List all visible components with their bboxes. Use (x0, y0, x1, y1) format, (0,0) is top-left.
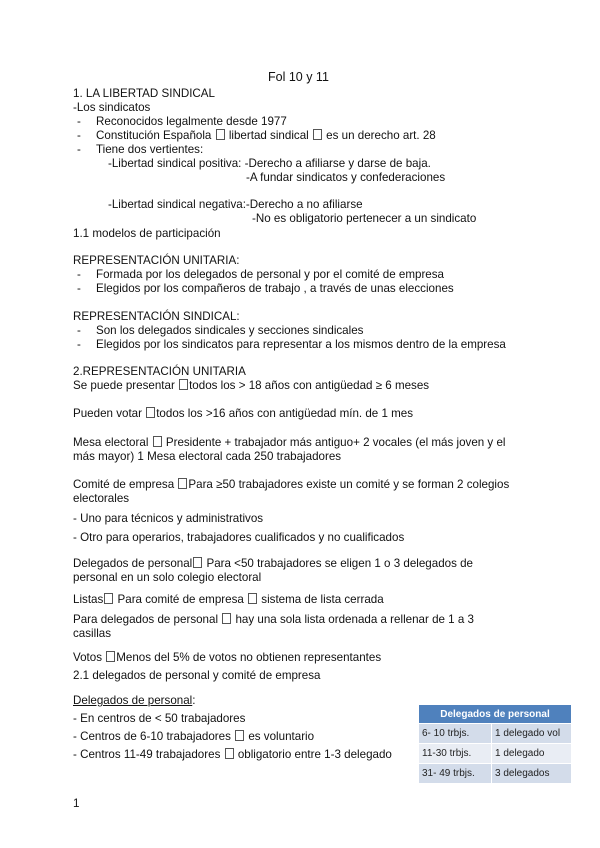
mesa-line2: más mayor) 1 Mesa electoral cada 250 trabajadores (73, 450, 342, 463)
presentar-line (73, 379, 429, 393)
text: Mesa electoral (73, 436, 152, 449)
arrow-glyph-icon (146, 407, 155, 418)
bullet-dash: - (77, 268, 81, 281)
arrow-glyph-icon (193, 557, 202, 568)
arrow-glyph-icon (313, 129, 322, 140)
text: es voluntario (245, 730, 315, 743)
uno-line: - Uno para técnicos y administrativos (73, 512, 264, 525)
table-row (419, 744, 572, 764)
text: Para delegados de personal (73, 613, 222, 626)
arrow-glyph-icon (222, 613, 231, 624)
text: Votos (73, 651, 106, 664)
heading-representacion-sindical: REPRESENTACIÓN SINDICAL: (73, 310, 240, 323)
bullet-dash: - (77, 324, 81, 337)
arrow-glyph-icon (153, 436, 162, 447)
listas-line (73, 593, 384, 607)
bullet-constitucion (96, 129, 436, 143)
para-delegados-line1 (73, 613, 474, 627)
bullet-reconocidos: Reconocidos legalmente desde 1977 (96, 115, 287, 128)
bullet-dash: - (77, 282, 81, 295)
votos-line (73, 651, 381, 665)
page-number: 1 (73, 797, 80, 810)
text: Pueden votar (73, 407, 146, 420)
text: Delegados de personal (73, 694, 193, 707)
text: Listas (73, 593, 104, 606)
text: - Centros 11-49 trabajadores (73, 748, 224, 761)
table-cell-range: 6- 10 trbjs. (419, 724, 492, 744)
arrow-glyph-icon (235, 730, 244, 741)
delegados-personal-heading (73, 694, 195, 708)
table-row (419, 764, 572, 784)
bullet-dash: - (77, 115, 81, 128)
text: Delegados de personal (73, 557, 193, 570)
table-cell-value: 1 delegado vol (492, 724, 572, 744)
table-row (419, 724, 572, 744)
comite-line2: electorales (73, 492, 130, 505)
bullet-vertientes: Tiene dos vertientes: (96, 143, 204, 156)
text: hay una sola lista ordenada a rellenar de 1 a 3 (232, 613, 474, 626)
comite-line1 (73, 478, 509, 492)
text: Se puede presentar (73, 379, 179, 392)
delegados-line1 (73, 557, 473, 571)
arrow-glyph-icon (225, 748, 234, 759)
bullet-dash: - (77, 143, 81, 156)
bullet-dash: - (77, 129, 81, 142)
ru-bullet-2: Elegidos por los compañeros de trabajo , a través de unas elecciones (96, 282, 454, 295)
libertad-positiva-line1: -Libertad sindical positiva: -Derecho a afiliarse y darse de baja. (108, 157, 431, 170)
dp-line-3 (73, 748, 392, 762)
sindicatos-heading: -Los sindicatos (73, 101, 151, 114)
dp-line-1: - En centros de < 50 trabajadores (73, 712, 246, 725)
arrow-glyph-icon (216, 129, 225, 140)
text: libertad sindical (225, 129, 312, 142)
dp-line-2 (73, 730, 314, 744)
heading-modelos: 1.1 modelos de participación (73, 227, 221, 240)
libertad-positiva-line2: -A fundar sindicatos y confederaciones (246, 171, 446, 184)
text: obligatorio entre 1-3 delegado (234, 748, 392, 761)
heading-representacion-unitaria-2: 2.REPRESENTACIÓN UNITARIA (73, 365, 246, 378)
text: Menos del 5% de votos no obtienen representantes (116, 651, 382, 664)
table-cell-range: 11-30 trbjs. (419, 744, 492, 764)
libertad-negativa-line1: -Libertad sindical negativa:-Derecho a no afiliarse (108, 198, 363, 211)
text: Para comité de empresa (114, 593, 248, 606)
heading-delegados-comite: 2.1 delegados de personal y comité de empresa (73, 669, 321, 682)
rs-bullet-1: Son los delegados sindicales y secciones sindicales (96, 324, 364, 337)
ru-bullet-1: Formada por los delegados de personal y por el comité de empresa (96, 268, 445, 281)
delegados-line2: personal en un solo colegio electoral (73, 571, 262, 584)
heading-representacion-unitaria: REPRESENTACIÓN UNITARIA: (73, 254, 240, 267)
text: Para ≥50 trabajadores existe un comité y se forman 2 colegios (188, 478, 510, 491)
text: Comité de empresa (73, 478, 178, 491)
text: todos los >16 años con antigüedad mín. de 1 mes (156, 407, 414, 420)
text: : (192, 694, 196, 707)
votar-line (73, 407, 413, 421)
table-cell-value: 1 delegado (492, 744, 572, 764)
para-delegados-line2: casillas (73, 627, 112, 640)
arrow-glyph-icon (178, 478, 187, 489)
text: es un derecho art. 28 (322, 129, 436, 142)
arrow-glyph-icon (106, 651, 115, 662)
text: todos los > 18 años con antigüedad ≥ 6 meses (189, 379, 430, 392)
delegados-table (418, 704, 572, 784)
rs-bullet-2: Elegidos por los sindicatos para representar a los mismos dentro de la empresa (96, 338, 506, 351)
text: sistema de lista cerrada (258, 593, 384, 606)
text: Presidente + trabajador más antiguo+ 2 vocales (el más joven y el (162, 436, 506, 449)
mesa-line1 (73, 436, 505, 450)
otro-line: - Otro para operarios, trabajadores cualificados y no cualificados (73, 531, 405, 544)
arrow-glyph-icon (179, 379, 188, 390)
table-header: Delegados de personal (419, 705, 572, 724)
libertad-negativa-line2: -No es obligatorio pertenecer a un sindicato (252, 212, 477, 225)
document-title: Fol 10 y 11 (268, 70, 329, 84)
text: Constitución Española (96, 129, 215, 142)
table-cell-value: 3 delegados (492, 764, 572, 784)
heading-libertad-sindical: 1. LA LIBERTAD SINDICAL (73, 87, 215, 100)
arrow-glyph-icon (104, 593, 113, 604)
text: - Centros de 6-10 trabajadores (73, 730, 235, 743)
table-cell-range: 31- 49 trbjs. (419, 764, 492, 784)
bullet-dash: - (77, 338, 81, 351)
arrow-glyph-icon (248, 593, 257, 604)
text: Para <50 trabajadores se eligen 1 o 3 delegados de (203, 557, 474, 570)
